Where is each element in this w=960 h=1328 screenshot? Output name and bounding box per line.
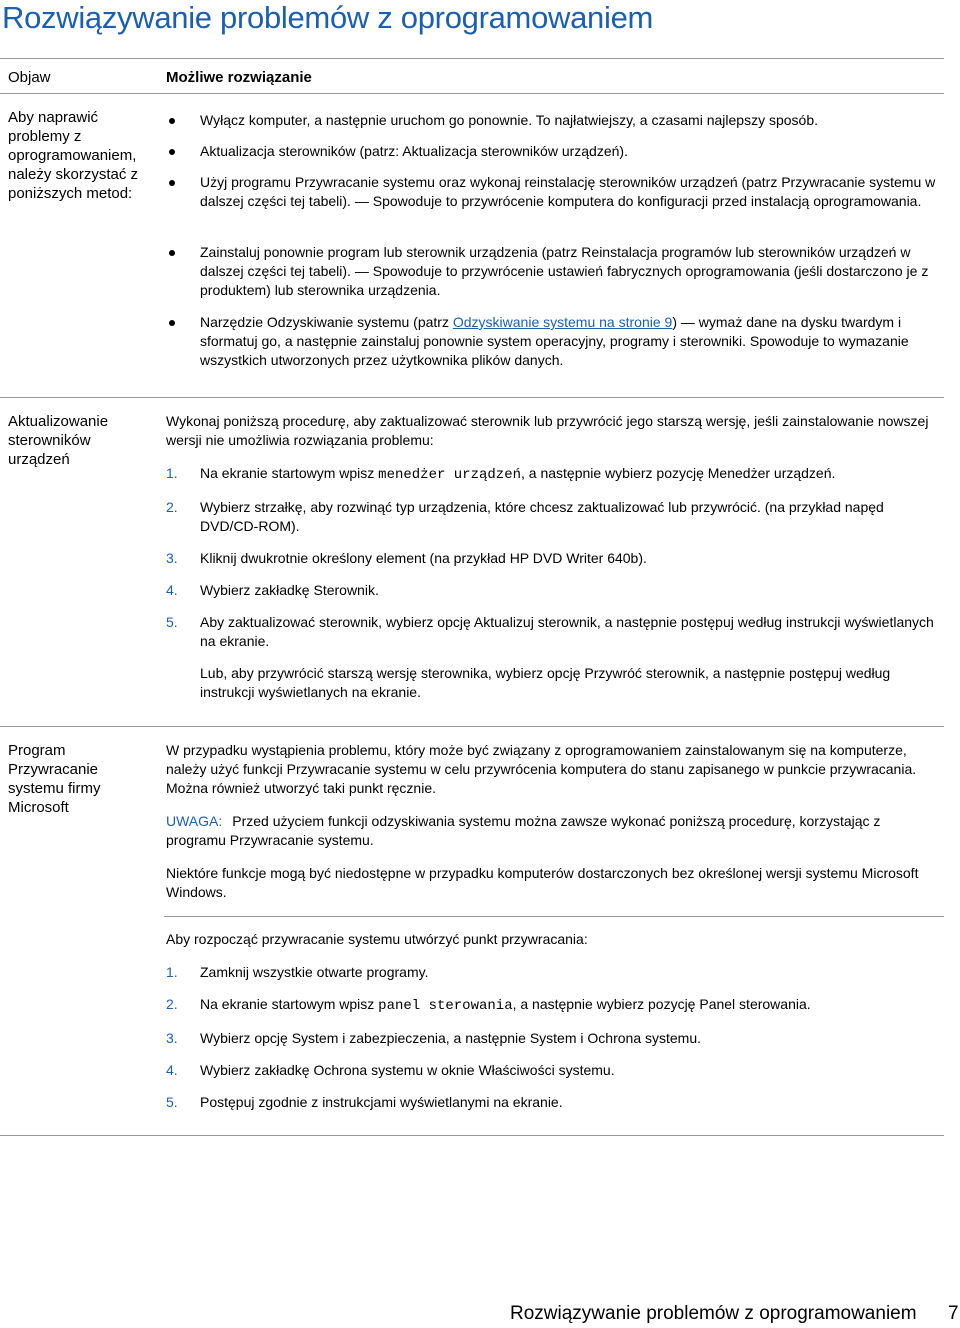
step-number: 1. [166, 964, 178, 980]
ui-term: Ochrona systemu [587, 1030, 698, 1046]
ui-term: System i zabezpieczenia [291, 1030, 446, 1046]
step-text: Na ekranie startowym wpisz [200, 465, 379, 481]
step-text: Postępuj zgodnie z instrukcjami wyświetlanymi na ekranie. [200, 1094, 563, 1110]
symptom-cell: Aby naprawić problemy z oprogramowaniem, należy skorzystać z poniższych metod: [8, 109, 139, 202]
list-item [166, 995, 940, 1016]
page-title: Rozwiązywanie problemów z oprogramowaniem [2, 0, 654, 35]
list-item [166, 613, 940, 651]
bullet-text-pre: Narzędzie Odzyskiwanie systemu (patrz [200, 314, 453, 330]
bullet-icon [169, 250, 175, 256]
bullet-icon [169, 180, 175, 186]
step-number: 4. [166, 1062, 178, 1078]
typed-command: panel sterowania [378, 998, 513, 1014]
ui-term: Panel sterowania [699, 996, 807, 1012]
bullet-text: Użyj programu Przywracanie systemu oraz wykonaj reinstalację sterowników urządzeń (patrz Przywracanie systemu w dalszej części tej tabeli). — Spowoduje to przywrócenie komputera do konfiguracji przed instalacją oprogramowania. [200, 174, 936, 209]
recovery-link[interactable]: Odzyskiwanie systemu na stronie 9 [452, 314, 673, 330]
list-item [166, 243, 940, 300]
ui-term: Lub [200, 665, 224, 681]
list-item [166, 142, 940, 161]
list-item [166, 963, 940, 982]
page-footer [0, 1303, 960, 1327]
step-text: . [831, 465, 836, 481]
list-item [166, 464, 940, 485]
list-item [166, 111, 940, 130]
bullet-text: Aktualizacja sterowników (patrz: Aktualizacja sterowników urządzeń). [200, 143, 628, 159]
step-number: 5. [166, 614, 178, 630]
step-text: Wybierz zakładkę [200, 582, 314, 598]
step-text: Wybierz opcję [200, 1030, 292, 1046]
step-text: Na ekranie startowym wpisz [200, 996, 379, 1012]
note-label: UWAGA: [166, 813, 223, 829]
bullet-text: Wyłącz komputer, a następnie uruchom go ponownie. To najłatwiejszy, a czasami najlepszy sposób. [200, 112, 819, 128]
list-item [166, 581, 940, 600]
bullet-icon [169, 149, 175, 155]
header-solution: Możliwe rozwiązanie [166, 69, 312, 86]
symptom-cell: Aktualizowanie sterowników urządzeń [8, 413, 109, 468]
solution-cell [166, 94, 944, 368]
ui-term: Ochrona systemu [313, 1062, 424, 1078]
footer-title: Rozwiązywanie problemów z oprogramowaniem [510, 1303, 917, 1324]
step-number: 3. [166, 1030, 178, 1046]
ui-term: Sterownik [313, 582, 375, 598]
steps-list [166, 464, 944, 651]
step-text: w oknie Właściwości systemu. [423, 1062, 615, 1078]
troubleshooting-table [0, 58, 944, 1136]
list-item [166, 1029, 940, 1048]
step-number: 2. [166, 996, 178, 1012]
list-item [166, 173, 940, 211]
step-number: 4. [166, 582, 178, 598]
ui-term: Aktualizuj sterownik [473, 614, 597, 630]
intro-text: Wykonaj poniższą procedurę, aby zaktualizować sterownik lub przywrócić jego starszą wersję, jeśli zainstalowanie nowszej wersji nie umożliwia rozwiązania problemu: [166, 413, 929, 448]
step-text: , a następnie postępuj według instrukcji wyświetlanych na ekranie. [200, 614, 934, 649]
page-number: 7 [948, 1303, 959, 1324]
step-text: . [374, 582, 379, 598]
step-text: Zamknij wszystkie otwarte programy. [200, 964, 429, 980]
solution-cell [166, 398, 944, 726]
step-text: i [576, 1030, 588, 1046]
table-header [0, 58, 944, 94]
step-number: 5. [166, 1094, 178, 1110]
bullet-text-post: ) — wymaż dane na dysku twardym i sformatuj go, a następnie zainstaluj ponownie system operacyjny, programy i sterowniki. Spowoduje to wymazanie wszystkich utworzonych przez użytkownika plików danych. [200, 314, 909, 368]
step-text: , a następnie wybierz pozycję [521, 465, 708, 481]
steps-list [166, 963, 944, 1112]
bullet-text: Zainstaluj ponownie program lub sterownik urządzenia (patrz Reinstalacja programów lub sterowników urządzeń w dalszej części tej tabeli). — Spowoduje to przywrócenie ustawień fabrycznych oprogramowania (jeśli dostarczono je z produktem) lub sterownika urządzenia. [200, 244, 929, 298]
table-row [0, 727, 944, 1136]
paragraph: Aby rozpocząć przywracanie systemu utwórzyć punkt przywracania: [166, 931, 588, 947]
solution-cell [166, 727, 944, 1135]
ui-term: Menedżer urządzeń [707, 465, 832, 481]
step-text: . [697, 1030, 702, 1046]
table-row [0, 94, 944, 398]
header-symptom: Objaw [8, 69, 51, 86]
list-item [166, 313, 940, 370]
alt-text: , a następnie postępuj według instrukcji wyświetlanych na ekranie. [200, 665, 891, 700]
step-text: Kliknij dwukrotnie określony element (na przykład HP DVD Writer 640b). [200, 550, 647, 566]
step-number: 3. [166, 550, 178, 566]
ui-term: System [529, 1030, 577, 1046]
step-text: Wybierz zakładkę [200, 1062, 314, 1078]
symptom-cell: Program Przywracanie systemu firmy Microsoft [8, 742, 101, 816]
list-item [166, 1061, 940, 1080]
step-text: , a następnie wybierz pozycję [512, 996, 700, 1012]
paragraph: W przypadku wystąpienia problemu, który może być związany z oprogramowaniem zainstalowanym się na komputerze, należy użyć funkcji Przywracanie systemu w celu przywrócenia komputera do stanu zapisanego w punkcie przywracania. Można również utworzyć taki punkt ręcznie. [166, 742, 917, 796]
bullet-icon [169, 320, 175, 326]
note-text: Przed użyciem funkcji odzyskiwania systemu można zawsze wykonać poniższą procedurę, korzystając z programu Przywracanie systemu. [166, 813, 881, 848]
list-item [166, 498, 940, 536]
step-text: Aby zaktualizować sterownik, wybierz opcję [200, 614, 474, 630]
paragraph: Niektóre funkcje mogą być niedostępne w przypadku komputerów dostarczonych bez określonej wersji systemu Microsoft Windows. [166, 865, 919, 900]
table-row [0, 398, 944, 727]
step-text: Wybierz strzałkę, aby rozwinąć typ urządzenia, które chcesz zaktualizować lub przywrócić. (na przykład napęd DVD/CD-ROM). [200, 499, 884, 534]
list-item [166, 549, 940, 568]
step-number: 1. [166, 465, 178, 481]
alt-text: , aby przywrócić starszą wersję sterownika, wybierz opcję [223, 665, 585, 681]
bullet-icon [169, 118, 175, 124]
typed-command: menedżer urządzeń [378, 467, 521, 483]
step-text: . [806, 996, 811, 1012]
note [166, 812, 944, 850]
step-number: 2. [166, 499, 178, 515]
list-item [166, 1093, 940, 1112]
alternative-text [166, 664, 940, 702]
ui-term: Przywróć sterownik [584, 665, 705, 681]
step-text: , a następnie [445, 1030, 530, 1046]
divider [164, 916, 944, 917]
